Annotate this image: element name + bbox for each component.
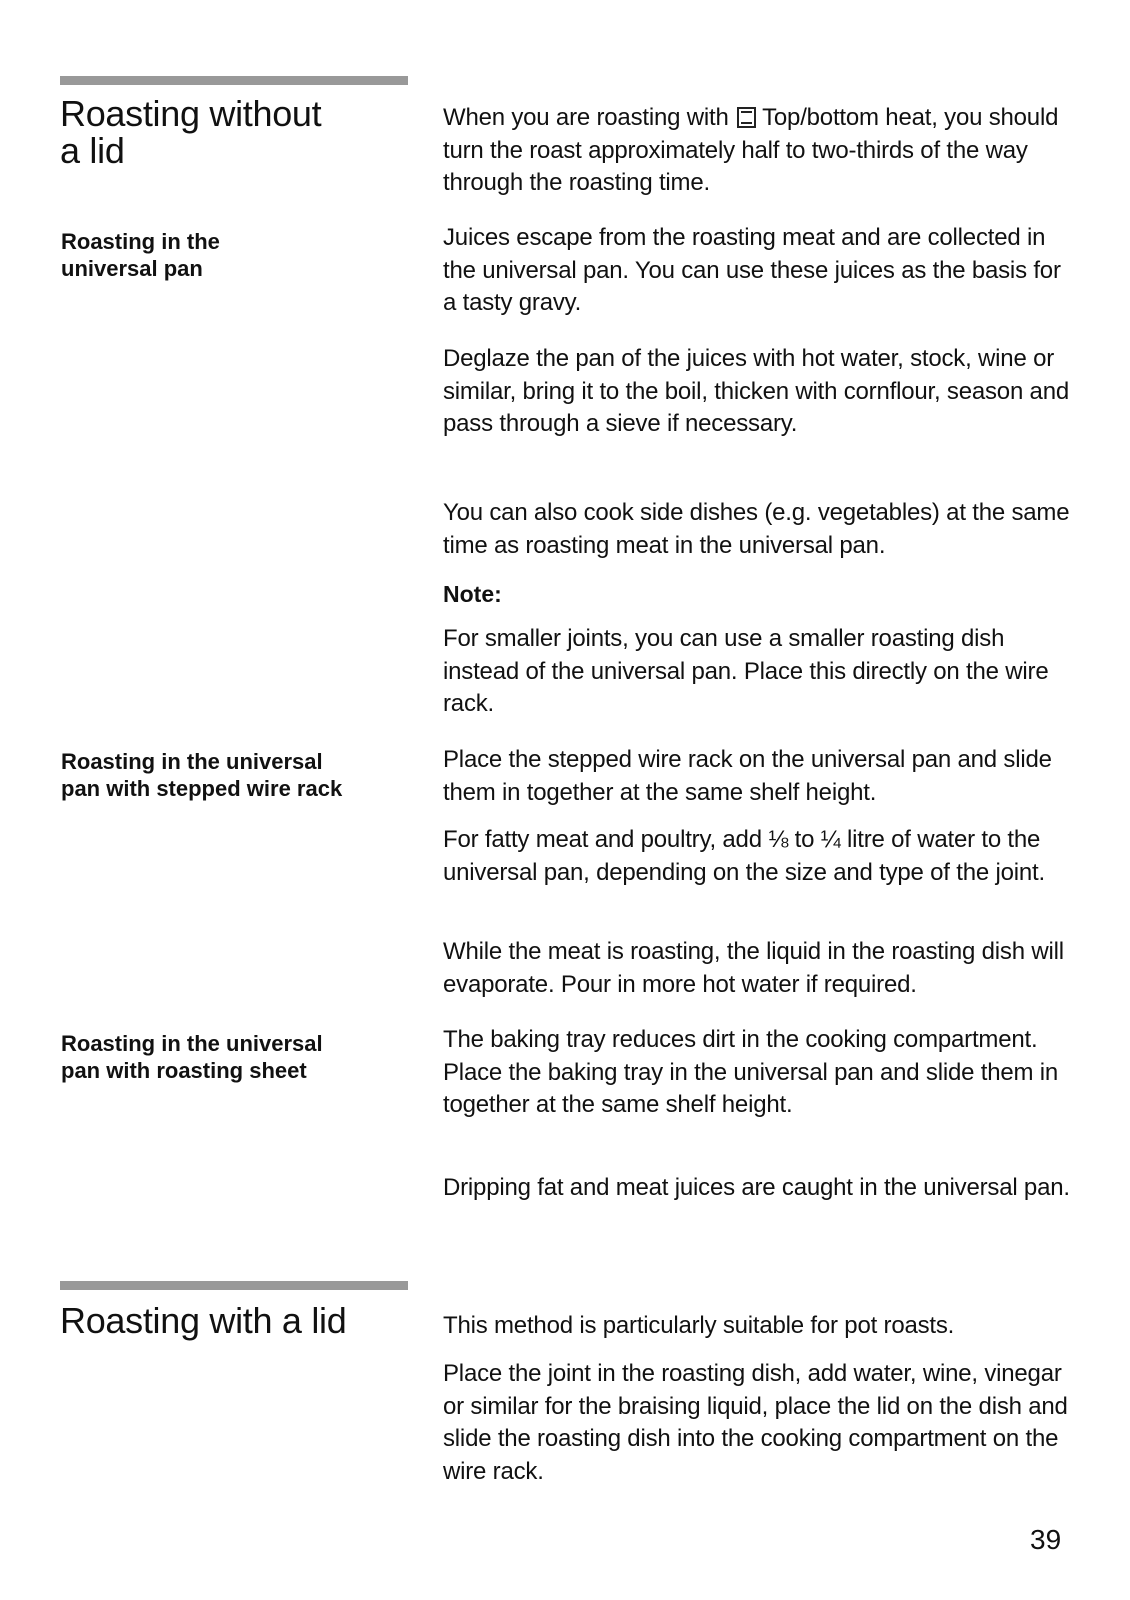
- subheading-roasting-sheet: Roasting in the universal pan with roasting sheet: [61, 1031, 323, 1083]
- paragraph: This method is particularly suitable for pot roasts.: [443, 1312, 955, 1339]
- note-label: Note:: [443, 581, 502, 607]
- intro-text-before: When you are roasting with: [443, 104, 736, 131]
- paragraph: The baking tray reduces dirt in the cooking compartment. Place the baking tray in the universal pan and slide them in together at the same shelf height.: [443, 1026, 1059, 1118]
- paragraph: Juices escape from the roasting meat and are collected in the universal pan. You can use these juices as the basis for a tasty gravy.: [443, 224, 1061, 316]
- section-rule-2: [60, 1281, 408, 1290]
- top-bottom-heat-icon: [737, 107, 756, 128]
- subheading-universal-pan: Roasting in the universal pan: [61, 229, 220, 281]
- subheading-stepped-wire-rack: Roasting in the universal pan with stepped wire rack: [61, 749, 343, 801]
- paragraph: For fatty meat and poultry, add ⅛ to ¼ litre of water to the universal pan, depending on the size and type of the joint.: [443, 826, 1045, 886]
- section-title-roasting-without-lid: Roasting without a lid: [60, 93, 322, 171]
- page-number: 39: [1030, 1524, 1062, 1555]
- paragraph: Dripping fat and meat juices are caught in the universal pan.: [443, 1174, 1070, 1201]
- section-title-roasting-with-lid: Roasting with a lid: [60, 1300, 347, 1341]
- paragraph: Deglaze the pan of the juices with hot water, stock, wine or similar, bring it to the boil, thicken with cornflour, season and pass through a sieve if necessary.: [443, 345, 1070, 437]
- paragraph: Place the joint in the roasting dish, add water, wine, vinegar or similar for the braising liquid, place the lid on the dish and slide the roasting dish into the cooking compartment on the wire rack.: [443, 1360, 1068, 1485]
- paragraph: You can also cook side dishes (e.g. vegetables) at the same time as roasting meat in the universal pan.: [443, 499, 1070, 559]
- section-rule-1: [60, 76, 408, 85]
- paragraph: While the meat is roasting, the liquid in the roasting dish will evaporate. Pour in more hot water if required.: [443, 938, 1064, 998]
- intro-text-after: Top/bottom heat, you should turn the roast approximately half to two-thirds of the way through the roasting time.: [443, 104, 1059, 196]
- intro-paragraph: [443, 102, 1073, 200]
- paragraph: Place the stepped wire rack on the universal pan and slide them in together at the same shelf height.: [443, 746, 1052, 806]
- note-text: For smaller joints, you can use a smaller roasting dish instead of the universal pan. Place this directly on the wire rack.: [443, 625, 1049, 717]
